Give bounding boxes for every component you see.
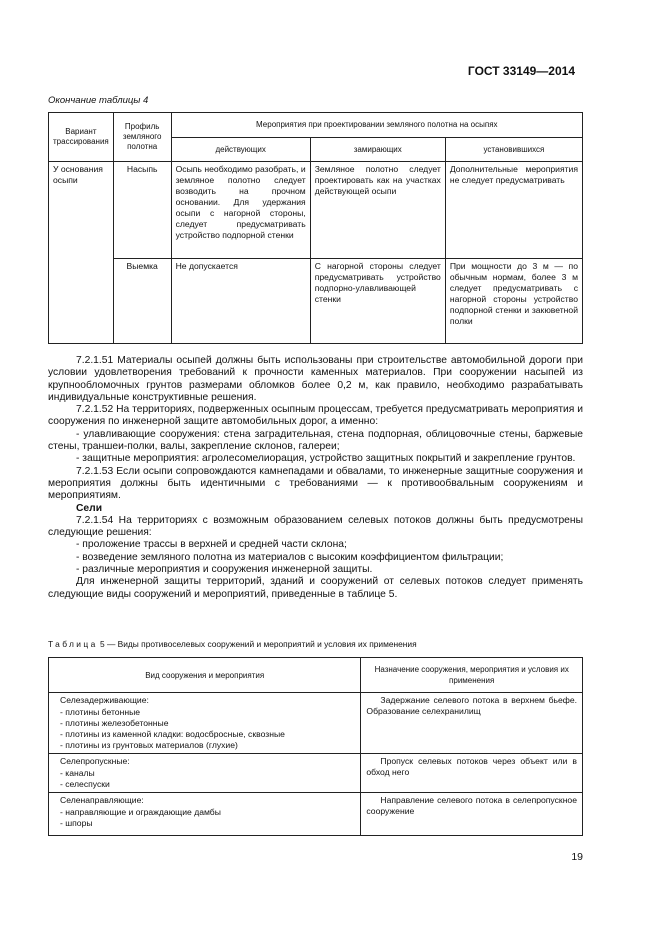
- table5-cell-kind: [49, 693, 361, 754]
- table5-caption-prefix: Таблица: [48, 639, 98, 649]
- section-heading: Сели: [76, 502, 103, 514]
- table4-header-settled: установившихся: [445, 138, 582, 162]
- list-item: - проложение трассы в верхней и средней части склона;: [76, 539, 347, 551]
- table4-cell-variant: У основания осыпи: [49, 162, 114, 344]
- paragraph-7-2-1-54: 7.2.1.54 На территориях с возможным образованием селевых потоков должны быть предусмотрены следующие решения:: [48, 514, 583, 539]
- table4-header-variant: Вариант трассирования: [49, 113, 114, 162]
- list-item: - плотины из грунтовых материалов (глухие): [60, 740, 238, 750]
- table5-caption-text: 5 — Виды противоселевых сооружений и мероприятий и условия их применения: [99, 639, 417, 649]
- table4-cell-settled: Дополнительные мероприятия не следует предусматривать: [445, 162, 582, 259]
- list-item: - защитные мероприятия: агролесомелиорация, устройство защитных покрытий и закрепление грунтов.: [76, 453, 576, 465]
- table-row: [49, 793, 583, 836]
- table-row: [49, 259, 583, 344]
- table5-header-kind: Вид сооружения и мероприятия: [49, 658, 361, 693]
- table-row: [49, 693, 583, 754]
- table4-cell-settled: При мощности до 3 м — по обычным нормам, более 3 м следует предусматривать с нагорной стороны устройство подпорной стенки и закюветной полки: [445, 259, 582, 344]
- table5-cell-purpose: Задержание селевого потока в верхнем бьефе. Образование селехранилищ: [361, 693, 583, 754]
- table5-group-label: Селезадерживающие:: [60, 695, 149, 705]
- paragraph-table5-intro: Для инженерной защиты территорий, зданий и сооружений от селевых потоков следует применять следующие виды сооружений и мероприятий, приведенные в таблице 5.: [48, 576, 583, 600]
- list-item: - различные мероприятия и сооружения инженерной защиты.: [76, 564, 373, 576]
- table4-cell-active: Не допускается: [171, 259, 310, 344]
- table5-cell-kind: [49, 754, 361, 793]
- table5-group-label: Селепропускные:: [60, 756, 130, 766]
- table-4: [48, 112, 583, 344]
- list-item: - плотины из каменной кладки: водосбросные, сквозные: [60, 729, 285, 739]
- table4-header-measures: Мероприятия при проектировании земляного полотна на осыпях: [171, 113, 582, 138]
- list-item: - плотины железобетонные: [60, 718, 169, 728]
- paragraph-7-2-1-53: 7.2.1.53 Если осыпи сопровождаются камнепадами и обвалами, то инженерные защитные сооружения и мероприятия должны быть идентичными с требованиями — к противообвальным сооружениям и мероприятиям.: [48, 465, 583, 502]
- body-text: [48, 355, 583, 601]
- table-5: [48, 657, 583, 836]
- table4-header-profile: Профиль земляного полотна: [113, 113, 171, 162]
- table4-header-fading: замирающих: [310, 138, 445, 162]
- table4-header-active: действующих: [171, 138, 310, 162]
- paragraph-7-2-1-52: 7.2.1.52 На территориях, подверженных осыпным процессам, требуется предусматривать мероприятия и сооружения по инженерной защите автомобильных дорог, а именно:: [48, 404, 583, 428]
- table-row: [49, 162, 583, 259]
- table5-header-row: [49, 658, 583, 693]
- table5-header-purpose: Назначение сооружения, мероприятия и условия их применения: [361, 658, 583, 693]
- table4-cell-fading: Земляное полотно следует проектировать как на участках действующей осыпи: [310, 162, 445, 259]
- table5-group-label: Селенаправляющие:: [60, 795, 144, 805]
- table4-cell-profile: Насыпь: [113, 162, 171, 259]
- page-number: 19: [571, 851, 583, 863]
- list-item: - возведение земляного полотна из материалов с высоким коэффициентом фильтрации;: [76, 551, 504, 563]
- table5-cell-purpose: Направление селевого потока в селепропускное сооружение: [361, 793, 583, 836]
- table5-cell-purpose: Пропуск селевых потоков через объект или в обход него: [361, 754, 583, 793]
- table4-cell-active: Осыпь необходимо разобрать, и земляное полотно следует возводить на прочном основании. Для удержания осыпи с нагорной стороны, следует предусматривать устройство подпорной стенки: [171, 162, 310, 259]
- document-code: ГОСТ 33149—2014: [467, 64, 575, 78]
- list-item: - направляющие и ограждающие дамбы: [60, 807, 221, 817]
- table-row: [49, 754, 583, 793]
- list-item: - каналы: [60, 768, 95, 778]
- paragraph-7-2-1-51: 7.2.1.51 Материалы осыпей должны быть использованы при строительстве автомобильной дороги при условии удовлетворения требований к прочности каменных материалов. При сооружении насыпей из крупнообломочных грунтов размерами обломков более 0,2 м, как правило, необходимо разрабатывать индивидуальные конструктивные решения.: [48, 355, 583, 403]
- table4-header-row: [49, 113, 583, 138]
- table5-caption: [48, 639, 417, 649]
- table4-caption: Окончание таблицы 4: [48, 95, 149, 106]
- table4-cell-profile: Выемка: [113, 259, 171, 344]
- list-item: - плотины бетонные: [60, 707, 141, 717]
- list-item: - улавливающие сооружения: стена заградительная, стена подпорная, облицовочные стены, баржевые стены, траншеи-полки, валы, закрепление склонов, галереи;: [48, 428, 583, 453]
- table5-cell-kind: [49, 793, 361, 836]
- list-item: - шпоры: [60, 818, 93, 828]
- table4-cell-fading: С нагорной стороны следует предусматривать устройство подпорно-улавливающей стенки: [310, 259, 445, 344]
- list-item: - селеспуски: [60, 779, 110, 789]
